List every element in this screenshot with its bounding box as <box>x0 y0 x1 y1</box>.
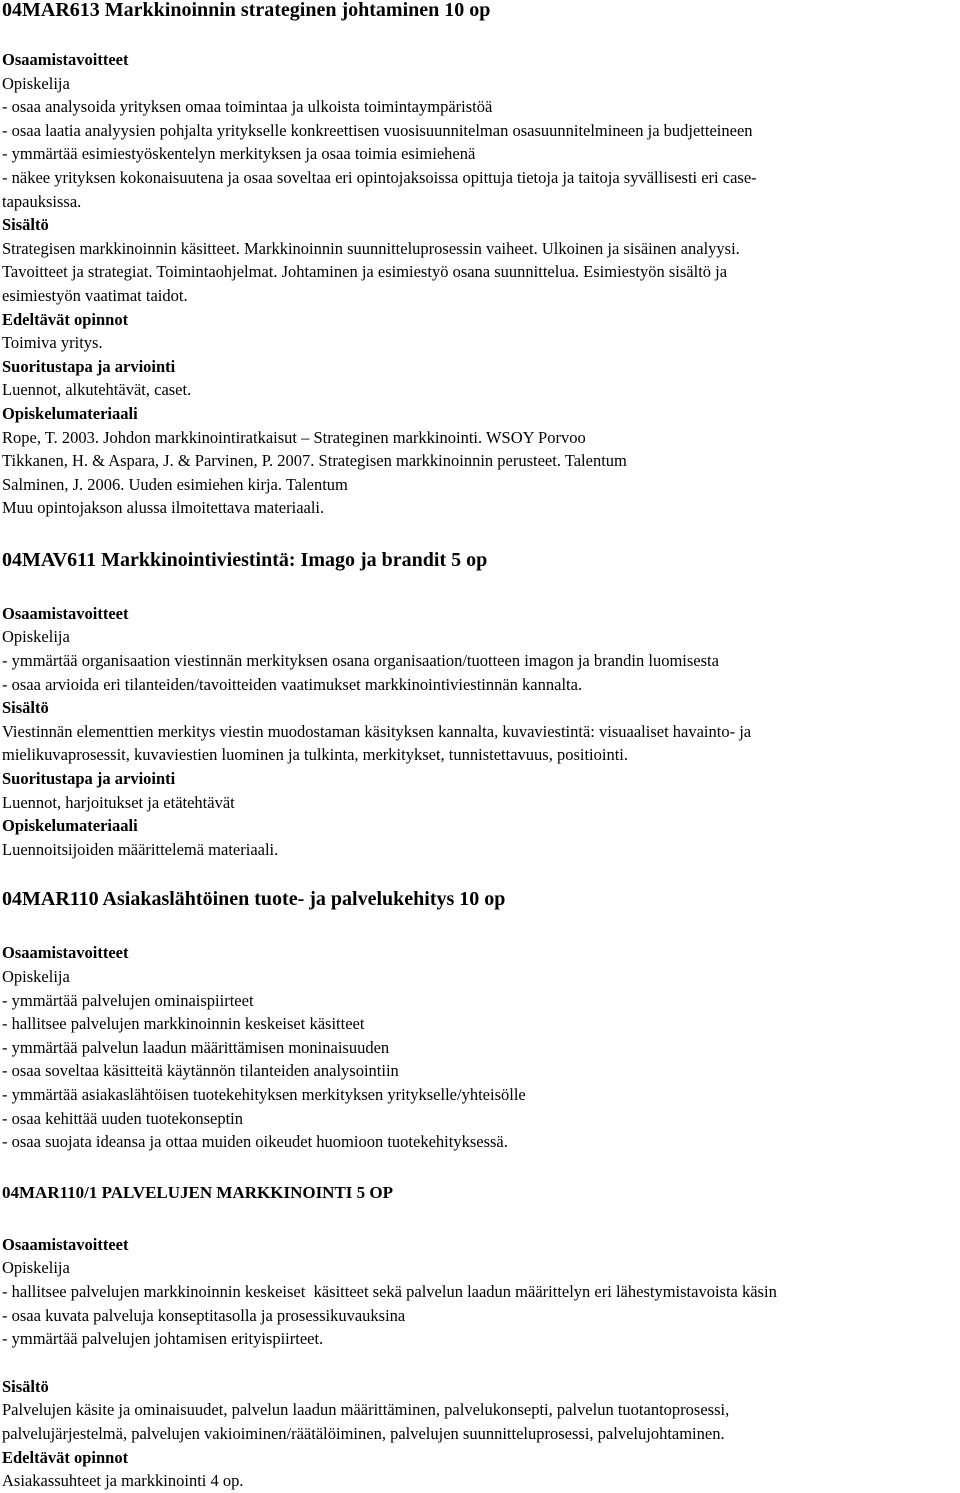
material-line: Salminen, J. 2006. Uuden esimiehen kirja. Talentum <box>2 474 348 494</box>
prerequisites-heading: Edeltävät opinnot <box>2 309 129 329</box>
goal-line: - osaa kuvata palveluja konseptitasolla ja prosessikuvauksina <box>2 1305 406 1325</box>
goals-heading: Osaamistavoitteet <box>2 943 129 963</box>
goal-line: - hallitsee palvelujen markkinoinnin keskeiset käsitteet sekä palvelun laadun määrittelyn eri lähestymistavoista käsin <box>2 1281 777 1301</box>
goal-line: - osaa laatia analyysien pohjalta yritykselle konkreettisen vuosisuunnitelman osasuunnitelmineen ja budjetteineen <box>2 120 753 140</box>
goal-line: - ymmärtää esimiestyöskentelyn merkityksen ja osaa toimia esimiehenä <box>2 144 476 164</box>
material-heading: Opiskelumateriaali <box>2 403 138 423</box>
prerequisites-heading: Edeltävät opinnot <box>2 1447 129 1467</box>
goal-line: - ymmärtää palvelun laadun määrittämisen moninaisuuden <box>2 1037 390 1057</box>
course-section-04mar110 <box>2 887 958 1153</box>
goal-line: - ymmärtää organisaation viestinnän merkityksen osana organisaation/tuotteen imagon ja brandin luomisesta <box>2 651 719 671</box>
content-line: mielikuvaprosessit, kuvaviestien luominen ja tulkinta, merkitykset, tunnistettavuus, positiointi. <box>2 745 629 765</box>
content-line: Palvelujen käsite ja ominaisuudet, palvelun laadun määrittäminen, palvelukonsepti, palvelun tuotantoprosessi, <box>2 1400 730 1420</box>
content-heading: Sisältö <box>2 1376 49 1396</box>
method-heading: Suoritustapa ja arviointi <box>2 769 176 789</box>
goal-line: - ymmärtää asiakaslähtöisen tuotekehityksen merkityksen yritykselle/yhteisölle <box>2 1084 526 1104</box>
course-section-04mav611 <box>2 548 958 862</box>
content-line: esimiestyön vaatimat taidot. <box>2 285 188 305</box>
method-heading: Suoritustapa ja arviointi <box>2 356 176 376</box>
material-line: Muu opintojakson alussa ilmoitettava materiaali. <box>2 498 325 518</box>
goals-heading: Osaamistavoitteet <box>2 1234 129 1254</box>
material-line: Tikkanen, H. & Aspara, J. & Parvinen, P. 2007. Strategisen markkinoinnin perusteet. Talentum <box>2 451 627 471</box>
content-heading: Sisältö <box>2 215 49 235</box>
method-text: Luennot, alkutehtävät, caset. <box>2 380 192 400</box>
student-label: Opiskelija <box>2 1258 70 1278</box>
material-line: Rope, T. 2003. Johdon markkinointiratkaisut – Strateginen markkinointi. WSOY Porvoo <box>2 427 586 447</box>
goal-line: - hallitsee palvelujen markkinoinnin keskeiset käsitteet <box>2 1014 365 1034</box>
course-section-04mar110-1 <box>2 1181 958 1493</box>
content-line: palvelujärjestelmä, palvelujen vakioiminen/räätälöiminen, palvelujen suunnitteluprosessi, palvelujohtaminen. <box>2 1423 725 1443</box>
student-label: Opiskelija <box>2 967 70 986</box>
goal-line: - osaa soveltaa käsitteitä käytännön tilanteiden analysointiin <box>2 1061 399 1081</box>
goal-line: tapauksissa. <box>2 191 82 211</box>
method-text: Luennot, harjoitukset ja etätehtävät <box>2 792 235 812</box>
course-title: 04MAR110/1 PALVELUJEN MARKKINOINTI 5 OP <box>2 1182 394 1202</box>
goals-heading: Osaamistavoitteet <box>2 50 129 69</box>
goal-line: - ymmärtää palvelujen ominaispiirteet <box>2 990 254 1010</box>
course-title: 04MAR613 Markkinoinnin strateginen johtaminen 10 op <box>2 0 491 21</box>
goals-heading: Osaamistavoitteet <box>2 603 129 623</box>
material-heading: Opiskelumateriaali <box>2 816 138 836</box>
goal-line: - osaa arvioida eri tilanteiden/tavoitteiden vaatimukset markkinointiviestinnän kannalta. <box>2 674 583 694</box>
content-heading: Sisältö <box>2 698 49 718</box>
content-line: Viestinnän elementtien merkitys viestin muodostaman käsityksen kannalta, kuvaviestintä: visuaaliset havainto- ja <box>2 721 752 741</box>
goal-line: - osaa suojata ideansa ja ottaa muiden oikeudet huomioon tuotekehityksessä. <box>2 1132 508 1152</box>
student-label: Opiskelija <box>2 627 70 647</box>
student-label: Opiskelija <box>2 73 70 93</box>
goal-line: - ymmärtää palvelujen johtamisen erityispiirteet. <box>2 1329 324 1349</box>
course-title: 04MAR110 Asiakaslähtöinen tuote- ja palvelukehitys 10 op <box>2 888 506 911</box>
course-section-04mar613 <box>2 0 958 520</box>
course-title: 04MAV611 Markkinointiviestintä: Imago ja brandit 5 op <box>2 548 488 571</box>
goal-line: - osaa kehittää uuden tuotekonseptin <box>2 1108 244 1128</box>
goal-line: - osaa analysoida yrityksen omaa toimintaa ja ulkoista toimintaympäristöä <box>2 97 493 117</box>
content-line: Strategisen markkinoinnin käsitteet. Markkinoinnin suunnitteluprosessin vaiheet. Ulkoinen ja sisäinen analyysi. <box>2 238 740 258</box>
prerequisites-text: Toimiva yritys. <box>2 333 103 353</box>
goal-line: - näkee yrityksen kokonaisuutena ja osaa soveltaa eri opintojaksoissa opittuja tietoja ja taitoja syvällisesti eri case- <box>2 167 757 187</box>
prerequisites-text: Asiakassuhteet ja markkinointi 4 op. <box>2 1471 244 1491</box>
material-text: Luennoitsijoiden määrittelemä materiaali. <box>2 839 279 859</box>
content-line: Tavoitteet ja strategiat. Toimintaohjelmat. Johtaminen ja esimiestyö osana suunnittelua. Esimiestyön sisältö ja <box>2 262 728 282</box>
